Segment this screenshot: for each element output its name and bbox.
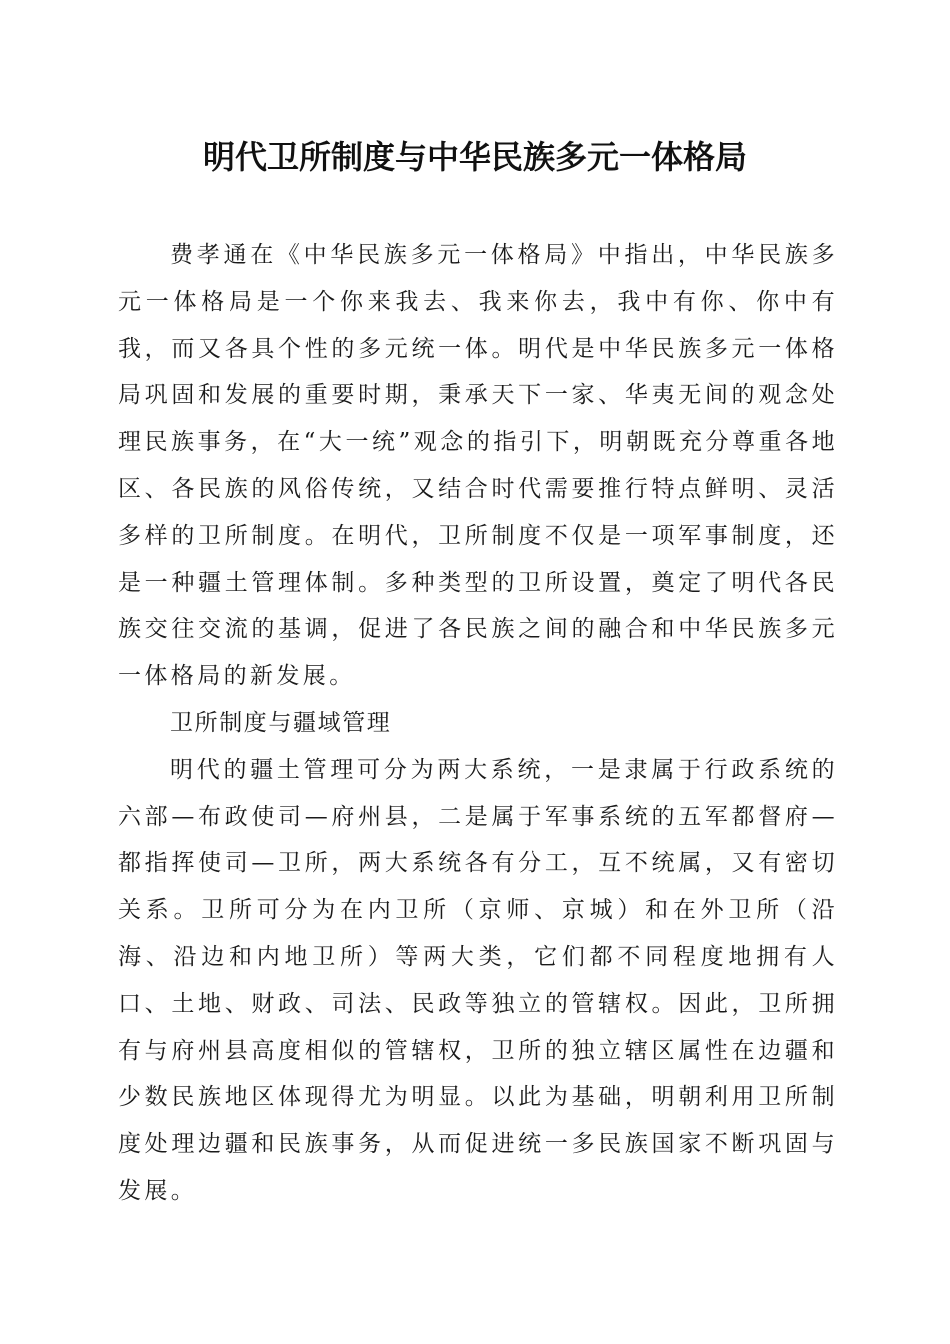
document-title: 明代卫所制度与中华民族多元一体格局 — [202, 138, 747, 176]
intro-paragraph: 费孝通在《中华民族多元一体格局》中指出，中华民族多元一体格局是一个你来我去、我来你去，我中有你、你中有我，而又各具个性的多元统一体。明代是中华民族多元一体格局巩固和发展的重要时期，秉承天下一家、华夷无间的观念处理民族事务，在“大一统”观念的指引下，明朝既充分尊重各地区、各民族的风俗传统，又结合时代需要推行特点鲜明、灵活多样的卫所制度。在明代，卫所制度不仅是一项军事制度，还是一种疆土管理体制。多种类型的卫所设置，奠定了明代各民族交往交流的基调，促进了各民族之间的融合和中华民族多元一体格局的新发展。 — [118, 242, 838, 690]
section-heading: 卫所制度与疆域管理 — [170, 709, 392, 736]
document-body — [118, 232, 838, 1215]
section-paragraph: 明代的疆土管理可分为两大系统，一是隶属于行政系统的六部—布政使司—府州县，二是属于军事系统的五军都督府—都指挥使司—卫所，两大系统各有分工，互不统属，又有密切关系。卫所可分为在内卫所（京师、京城）和在外卫所（沿海、沿边和内地卫所）等两大类，它们都不同程度地拥有人口、土地、财政、司法、民政等独立的管辖权。因此，卫所拥有与府州县高度相似的管辖权，卫所的独立辖区属性在边疆和少数民族地区体现得尤为明显。以此为基础，明朝利用卫所制度处理边疆和民族事务，从而促进统一多民族国家不断巩固与发展。 — [118, 756, 838, 1204]
